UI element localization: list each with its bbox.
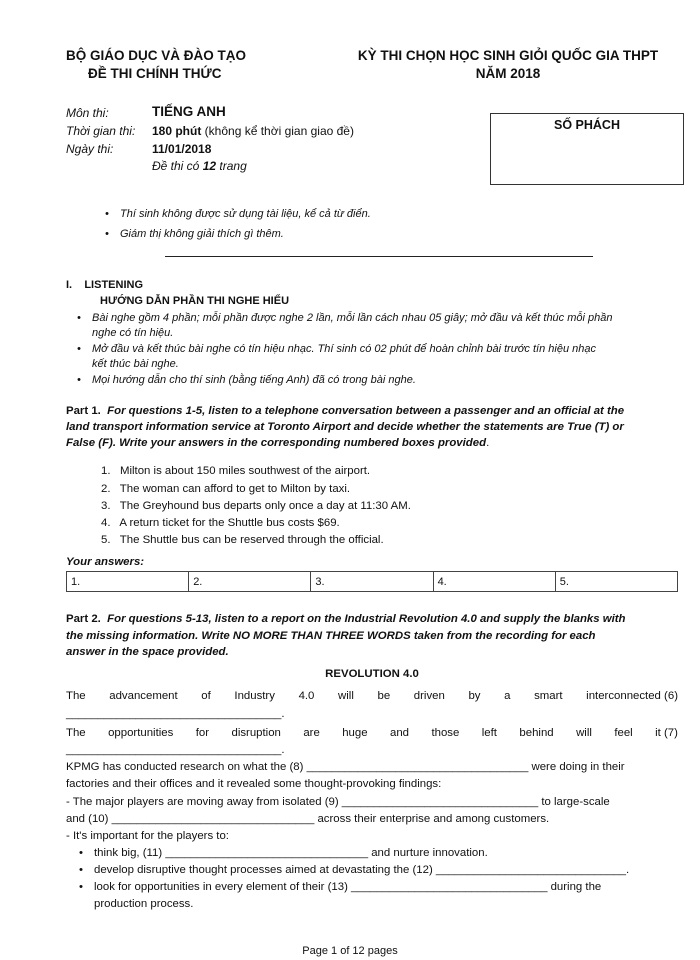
instruction-cont: nghe có tín hiệu. [92, 327, 174, 339]
answer-cell-3[interactable]: 3. [311, 572, 433, 592]
word: and [390, 727, 410, 739]
part2-label: Part 2. [66, 613, 101, 625]
word: will [338, 690, 354, 702]
answer-cell-2[interactable]: 2. [189, 572, 311, 592]
answer-cell-4[interactable]: 4. [433, 572, 555, 592]
question-item: 4. A return ticket for the Shuttle bus costs $69. [101, 517, 340, 529]
official-exam-label: ĐỀ THI CHÍNH THỨC [88, 66, 222, 81]
part1-instructions [66, 405, 678, 417]
part1-text-line2: land transport information service at Toronto Airport and decide whether the statements are True (T) or [66, 421, 624, 433]
word: left [481, 727, 497, 739]
divider [165, 256, 593, 257]
word: be [377, 690, 391, 702]
word: smart [534, 690, 563, 702]
page-count-number: 12 [202, 159, 217, 173]
answer-cell-5[interactable]: 5. [555, 572, 677, 592]
date-label: Ngày thi: [66, 142, 114, 156]
instruction-cont: kết thúc bài nghe. [92, 358, 179, 370]
gap-line-7 [66, 727, 678, 739]
word: huge [342, 727, 368, 739]
word: 4.0 [298, 690, 315, 702]
instruction-item: • Mọi hướng dẫn cho thí sinh (bằng tiếng Anh) đã có trong bài nghe. [92, 374, 416, 386]
part2-text-line1: For questions 5-13, listen to a report on the Industrial Revolution 4.0 and supply the blanks with [107, 613, 626, 625]
blank-6[interactable]: __________________________________. [66, 708, 285, 720]
section-subtitle: HƯỚNG DẪN PHẦN THI NGHE HIỂU [100, 295, 290, 307]
instruction-item: • Mở đầu và kết thúc bài nghe có tín hiệu nhạc. Thí sinh có 02 phút để hoàn chỉnh bài trước tín hiệu nhạc [92, 343, 596, 355]
answers-label: Your answers: [66, 556, 145, 568]
gap-line-8[interactable]: KPMG has conducted research on what the (8) ___________________________________ were doing in their [66, 761, 625, 773]
gap-line-9[interactable]: - The major players are moving away from isolated (9) _______________________________ to large-scale [66, 796, 610, 808]
word: advancement [109, 690, 178, 702]
subject-value: TIẾNG ANH [152, 104, 226, 119]
ministry-name: BỘ GIÁO DỤC VÀ ĐÀO TẠO [66, 48, 247, 63]
so-phach-label: SỐ PHÁCH [554, 118, 620, 132]
gap-line-11[interactable]: • think big, (11) ________________________________ and nurture innovation. [94, 847, 488, 859]
word: will [576, 727, 592, 739]
question-item: 3. The Greyhound bus departs only once a day at 11:30 AM. [101, 500, 411, 512]
part1-label: Part 1. [66, 405, 101, 417]
part1-text-line1: For questions 1-5, listen to a telephone conversation between a passenger and an official at the [107, 405, 625, 417]
word: opportunities [108, 727, 174, 739]
part1-text-line3-wrap: False (F). Write your answers in the corresponding numbered boxes provided. [66, 437, 490, 449]
gap-line-6 [66, 690, 678, 702]
part1-text-line3: False (F). Write your answers in the corresponding numbered boxes provided [66, 437, 487, 449]
exam-year: NĂM 2018 [475, 66, 541, 81]
word: for [195, 727, 210, 739]
word: interconnected (6) [586, 690, 678, 702]
word: of [201, 690, 211, 702]
part2-text-line2: the missing information. Write NO MORE THAN THREE WORDS taken from the recording for each [66, 630, 596, 642]
subject-label: Môn thi: [66, 106, 109, 120]
answer-table [66, 571, 678, 592]
list-intro: - It's important for the players to: [66, 830, 229, 842]
word: driven [413, 690, 445, 702]
word: it (7) [655, 727, 678, 739]
word: disruption [231, 727, 281, 739]
exam-title: KỲ THI CHỌN HỌC SINH GIỎI QUỐC GIA THPT [357, 48, 659, 63]
word: The [66, 690, 86, 702]
word: those [431, 727, 460, 739]
instruction-item: • Bài nghe gồm 4 phần; mỗi phần được nghe 2 lần, mỗi lần cách nhau 05 giây; mở đầu và kết thúc mỗi phần [92, 312, 613, 324]
question-item: 5. The Shuttle bus can be reserved through the official. [101, 534, 384, 546]
article-title: REVOLUTION 4.0 [325, 668, 419, 680]
answer-cell-1[interactable]: 1. [67, 572, 189, 592]
page-footer: Page 1 of 12 pages [302, 945, 398, 957]
time-value-duration: 180 phút [152, 124, 202, 138]
time-value-note: (không kể thời gian giao đề) [201, 124, 354, 138]
date-value: 11/01/2018 [152, 142, 212, 156]
word: feel [614, 727, 633, 739]
rule-item: • Giám thị không giải thích gì thêm. [120, 228, 284, 240]
section-title: I. LISTENING [66, 279, 144, 291]
blank-7[interactable]: __________________________________. [66, 744, 285, 756]
page-count [152, 159, 247, 173]
word: a [504, 690, 511, 702]
question-item: 2. The woman can afford to get to Milton by taxi. [101, 483, 351, 495]
word: are [303, 727, 320, 739]
gap-line-13-cont: production process. [94, 898, 194, 910]
word: behind [519, 727, 554, 739]
gap-line-10[interactable]: and (10) ________________________________ across their enterprise and among customers. [66, 813, 550, 825]
page-count-pre: Đề thi có [152, 159, 203, 173]
word: by [468, 690, 481, 702]
part2-instructions [66, 613, 678, 625]
time-label: Thời gian thi: [66, 124, 136, 138]
part2-text-line3: answer in the space provided. [66, 646, 229, 658]
word: The [66, 727, 86, 739]
time-value [152, 124, 354, 138]
gap-line-8-cont: factories and their offices and it revealed some thought-provoking findings: [66, 778, 442, 790]
gap-line-13[interactable]: • look for opportunities in every element of their (13) _______________________________ during the [94, 881, 678, 893]
so-phach-box [490, 113, 684, 185]
question-item: 1. Milton is about 150 miles southwest of the airport. [101, 465, 371, 477]
rule-item: • Thí sinh không được sử dụng tài liệu, kể cả từ điển. [120, 208, 371, 220]
word: Industry [234, 690, 275, 702]
gap-line-12[interactable]: • develop disruptive thought processes aimed at devastating the (12) ______________________________. [94, 864, 629, 876]
page-count-post: trang [216, 159, 247, 173]
